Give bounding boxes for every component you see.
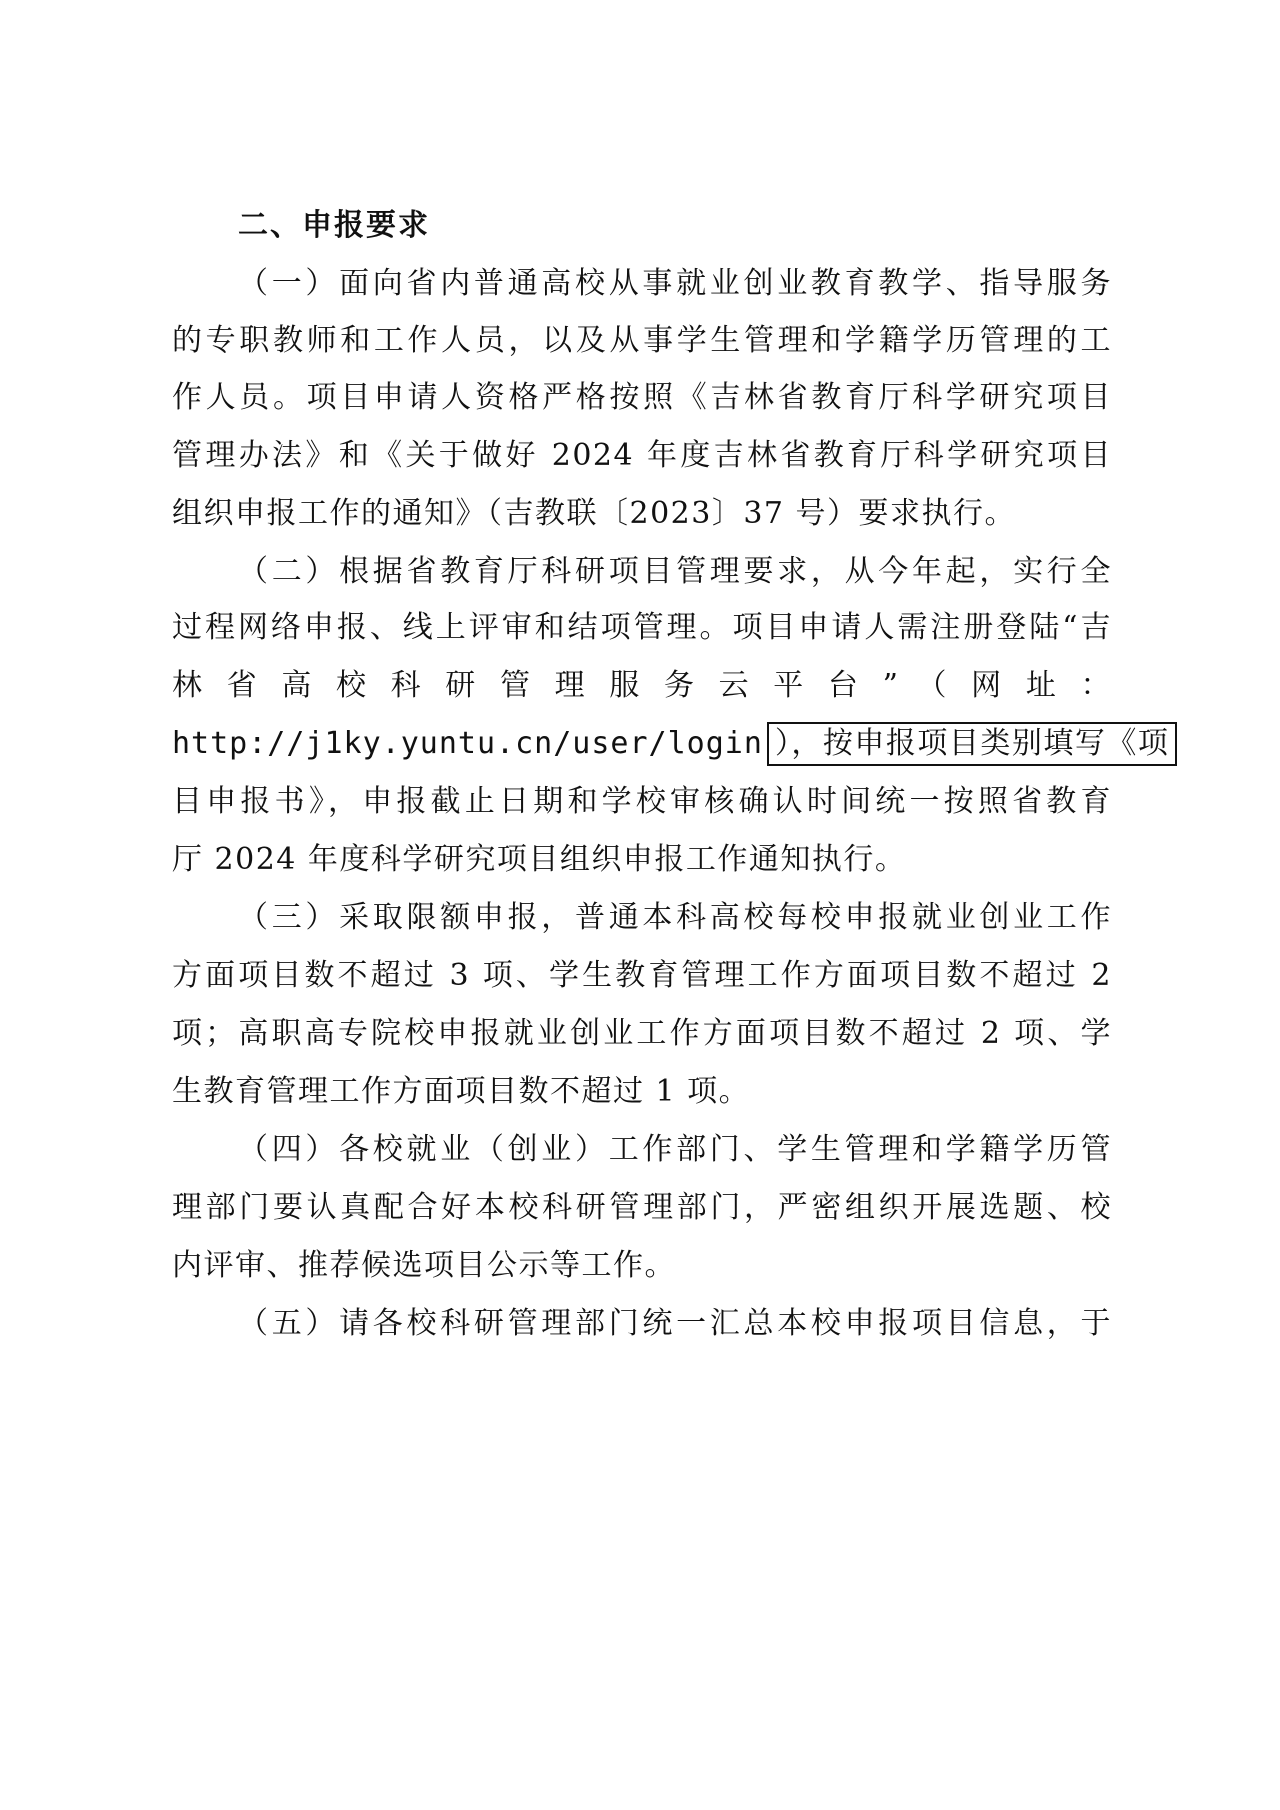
- paragraph-line-with-link: [172, 720, 1170, 768]
- paragraph-line: 理部门要认真配合好本校科研管理部门，严密组织开展选题、校: [172, 1190, 1112, 1225]
- paragraph-line: （三）采取限额申报，普通本科高校每校申报就业创业工作: [238, 900, 1112, 935]
- paragraph-line: 组织申报工作的通知》（吉教联〔2023〕37 号）要求执行。: [172, 496, 1017, 531]
- paragraph-line: 目申报书》，申报截止日期和学校审核确认时间统一按照省教育: [172, 784, 1112, 819]
- paragraph-line: 生教育管理工作方面项目数不超过 1 项。: [172, 1074, 751, 1109]
- paragraph-line: （一）面向省内普通高校从事就业创业教育教学、指导服务: [238, 266, 1112, 301]
- highlight-box: ），按申报项目类别填写《项: [767, 722, 1178, 766]
- platform-url: http://j1ky.yuntu.cn/user/login: [172, 726, 763, 761]
- paragraph-line: （四）各校就业（创业）工作部门、学生管理和学籍学历管: [238, 1132, 1112, 1167]
- paragraph-line: 方面项目数不超过 3 项、学生教育管理工作方面项目数不超过 2: [172, 958, 1112, 993]
- paragraph-line: 林 省 高 校 科 研 管 理 服 务 云 平 台 ” （ 网 址 ：: [172, 668, 1112, 703]
- paragraph-line: 过程网络申报、线上评审和结项管理。项目申请人需注册登陆“吉: [172, 610, 1112, 645]
- section-heading: 二、申报要求: [238, 208, 430, 243]
- paragraph-line: 内评审、推荐候选项目公示等工作。: [172, 1248, 676, 1283]
- paragraph-line: 项；高职高专院校申报就业创业工作方面项目数不超过 2 项、学: [172, 1016, 1112, 1051]
- paragraph-line: 的专职教师和工作人员，以及从事学生管理和学籍学历管理的工: [172, 323, 1112, 358]
- paragraph-line: （二）根据省教育厅科研项目管理要求，从今年起，实行全: [238, 554, 1112, 589]
- paragraph-line: 作人员。项目申请人资格严格按照《吉林省教育厅科学研究项目: [172, 380, 1112, 415]
- paragraph-line: 管理办法》和《关于做好 2024 年度吉林省教育厅科学研究项目: [172, 438, 1112, 473]
- paragraph-line: 厅 2024 年度科学研究项目组织申报工作通知执行。: [172, 842, 907, 877]
- paragraph-line: （五）请各校科研管理部门统一汇总本校申报项目信息，于: [238, 1306, 1112, 1341]
